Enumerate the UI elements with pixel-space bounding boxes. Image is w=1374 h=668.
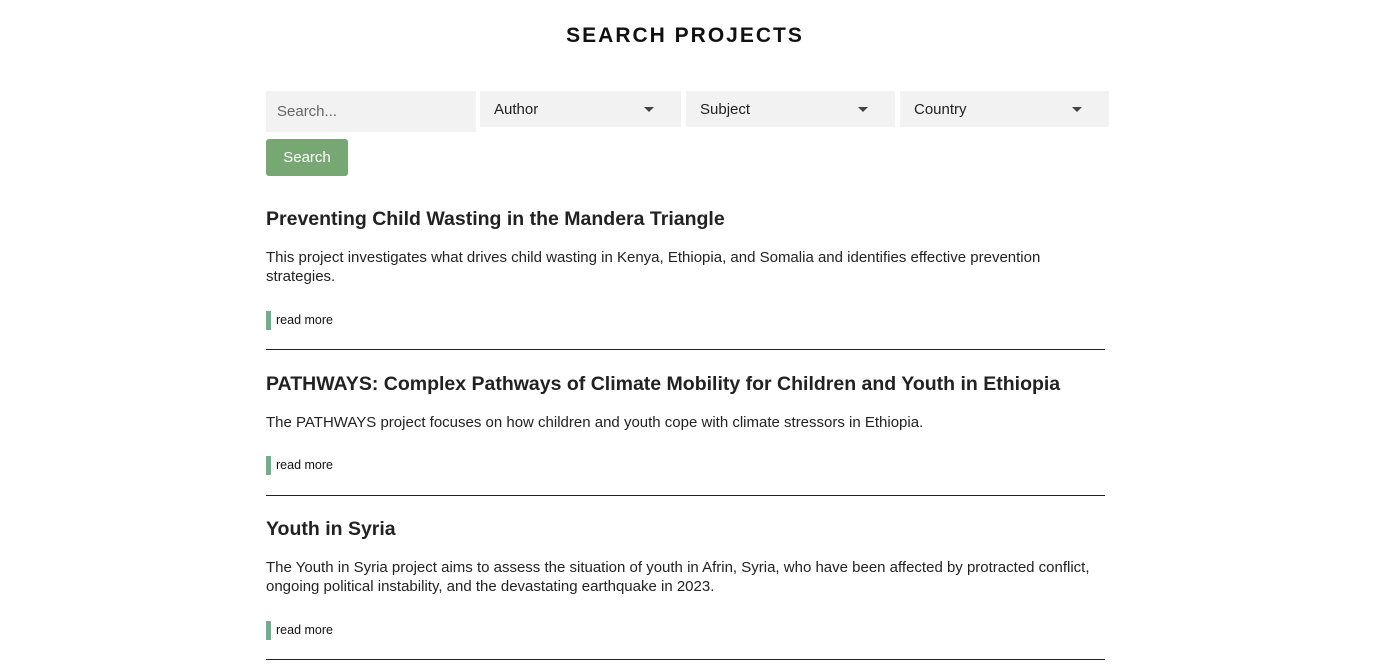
project-title[interactable]: Preventing Child Wasting in the Mandera Triangle bbox=[266, 208, 725, 230]
author-dropdown-label: Author bbox=[494, 100, 539, 118]
read-more-link[interactable]: read more bbox=[266, 621, 333, 640]
search-button[interactable]: Search bbox=[266, 139, 348, 176]
caret-down-icon bbox=[858, 107, 868, 112]
project-item bbox=[266, 373, 1105, 496]
author-dropdown[interactable] bbox=[480, 91, 681, 127]
caret-down-icon bbox=[644, 107, 654, 112]
search-input[interactable] bbox=[266, 91, 476, 132]
project-description: The Youth in Syria project aims to assess the situation of youth in Afrin, Syria, who have been affected by protracted conflict, ongoing political instability, and the devastating earthquake in 2023. bbox=[266, 559, 1090, 595]
read-more-link[interactable]: read more bbox=[266, 311, 333, 330]
caret-down-icon bbox=[1072, 107, 1082, 112]
project-item bbox=[266, 518, 1105, 660]
read-more-link[interactable]: read more bbox=[266, 456, 333, 475]
subject-dropdown[interactable] bbox=[686, 91, 895, 127]
country-dropdown-label: Country bbox=[914, 100, 967, 118]
country-dropdown[interactable] bbox=[900, 91, 1109, 127]
project-title[interactable]: Youth in Syria bbox=[266, 518, 396, 540]
project-description: The PATHWAYS project focuses on how children and youth cope with climate stressors in Ethiopia. bbox=[266, 414, 924, 431]
subject-dropdown-label: Subject bbox=[700, 100, 751, 118]
project-item bbox=[266, 208, 1105, 350]
project-description: This project investigates what drives child wasting in Kenya, Ethiopia, and Somalia and identifies effective prevention strategies. bbox=[266, 249, 1041, 285]
page-title: SEARCH PROJECTS bbox=[566, 24, 804, 47]
project-title[interactable]: PATHWAYS: Complex Pathways of Climate Mobility for Children and Youth in Ethiopia bbox=[266, 373, 1061, 395]
